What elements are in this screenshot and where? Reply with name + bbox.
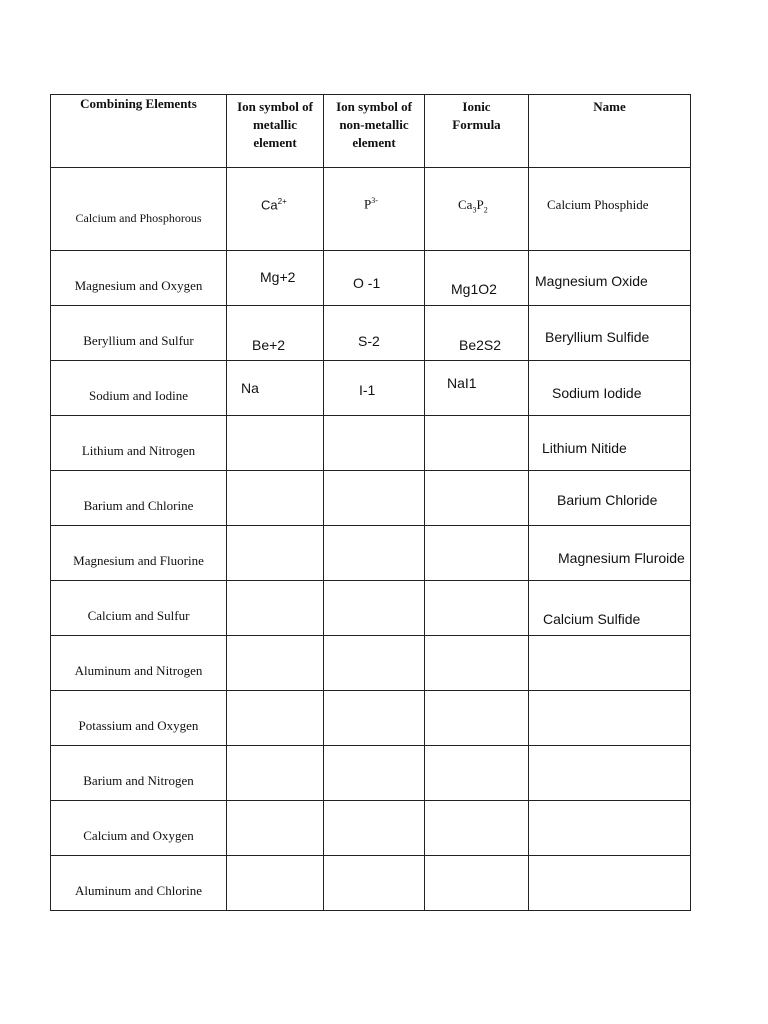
name-text: Barium Chloride [557,492,658,508]
ionic-formula-cell[interactable] [425,306,529,361]
nonmetallic-ion-cell[interactable] [324,801,425,856]
header-nonmetallic-ion: Ion symbol of non-metallic element [324,95,425,168]
name-cell[interactable] [529,471,691,526]
name-cell[interactable] [529,361,691,416]
table-row [51,801,691,856]
ionic-formula-cell[interactable] [425,416,529,471]
table-row [51,306,691,361]
ionic-formula-cell[interactable] [425,636,529,691]
name-text: Sodium Iodide [552,385,642,401]
combining-elements-text: Calcium and Sulfur [87,608,190,623]
combining-elements-cell [51,856,227,911]
metallic-ion-cell[interactable] [227,856,324,911]
ionic-formula-text: $Ca_3P_2$ [458,197,488,215]
metallic-ion-cell[interactable] [227,471,324,526]
combining-elements-cell [51,746,227,801]
ionic-formula-cell[interactable] [425,746,529,801]
name-cell[interactable] [529,691,691,746]
combining-elements-text: Magnesium and Oxygen [74,278,203,293]
nonmetallic-ion-cell[interactable] [324,856,425,911]
name-text: Calcium Phosphide [547,197,649,212]
combining-elements-text: Aluminum and Chlorine [74,883,203,898]
metallic-ion-cell[interactable] [227,581,324,636]
name-cell[interactable] [529,746,691,801]
nonmetallic-ion-cell[interactable] [324,361,425,416]
nonmetallic-ion-text: $P^{3-}$ [364,196,378,212]
name-cell[interactable] [529,636,691,691]
combining-elements-text: Barium and Nitrogen [83,773,194,788]
name-text: Calcium Sulfide [543,611,641,627]
nonmetallic-ion-cell[interactable] [324,471,425,526]
nonmetallic-ion-cell[interactable] [324,416,425,471]
combining-elements-cell [51,636,227,691]
combining-elements-cell [51,526,227,581]
metallic-ion-cell[interactable] [227,746,324,801]
name-cell[interactable] [529,416,691,471]
metallic-ion-cell[interactable] [227,691,324,746]
combining-elements-text: Calcium and Phosphorous [75,211,202,225]
ionic-formula-text: Be2S2 [459,337,502,353]
name-text: Magnesium Oxide [535,273,648,289]
name-cell[interactable] [529,856,691,911]
header-row [51,95,691,168]
table-row [51,361,691,416]
combining-elements-cell [51,306,227,361]
table-row [51,691,691,746]
metallic-ion-text: Na [241,380,259,396]
ionic-formula-text: Mg1O2 [451,281,497,297]
name-cell[interactable] [529,801,691,856]
combining-elements-text: Beryllium and Sulfur [83,333,194,348]
ionic-formula-cell[interactable] [425,251,529,306]
table-row [51,636,691,691]
metallic-ion-text: $Ca^{2+}$ [261,197,287,213]
ionic-formula-text: NaI1 [447,375,477,391]
combining-elements-text: Sodium and Iodine [89,388,188,403]
name-text: Lithium Nitide [542,440,627,456]
combining-elements-text: Aluminum and Nitrogen [74,663,203,678]
combining-elements-cell [51,251,227,306]
metallic-ion-text: Mg+2 [260,269,296,285]
combining-elements-text: Lithium and Nitrogen [81,443,196,458]
nonmetallic-ion-cell[interactable] [324,581,425,636]
metallic-ion-text: Be+2 [252,337,286,353]
combining-elements-cell [51,471,227,526]
metallic-ion-cell[interactable] [227,361,324,416]
nonmetallic-ion-text: O -1 [353,275,381,291]
metallic-ion-cell[interactable] [227,251,324,306]
table-row [51,416,691,471]
combining-elements-cell [51,801,227,856]
nonmetallic-ion-text: I-1 [359,382,376,398]
nonmetallic-ion-cell[interactable] [324,746,425,801]
ionic-formula-cell[interactable] [425,471,529,526]
combining-elements-cell [51,581,227,636]
nonmetallic-ion-cell[interactable] [324,691,425,746]
name-text: Beryllium Sulfide [545,329,650,345]
name-cell[interactable] [529,168,691,251]
metallic-ion-cell[interactable] [227,168,324,251]
nonmetallic-ion-cell[interactable] [324,526,425,581]
combining-elements-cell [51,361,227,416]
table-row [51,251,691,306]
header-ionic-formula: Ionic Formula [425,95,529,168]
name-cell[interactable] [529,581,691,636]
combining-elements-text: Calcium and Oxygen [83,828,194,843]
metallic-ion-cell[interactable] [227,306,324,361]
nonmetallic-ion-cell[interactable] [324,168,425,251]
ionic-compounds-table [50,94,691,911]
table-row [51,856,691,911]
ionic-formula-cell[interactable] [425,581,529,636]
metallic-ion-cell[interactable] [227,416,324,471]
nonmetallic-ion-cell[interactable] [324,251,425,306]
combining-elements-cell [51,691,227,746]
ionic-formula-cell[interactable] [425,526,529,581]
combining-elements-text: Magnesium and Fluorine [73,553,204,568]
metallic-ion-cell[interactable] [227,526,324,581]
name-text: Magnesium Fluroide [558,550,685,566]
nonmetallic-ion-cell[interactable] [324,306,425,361]
header-name: Name [529,95,691,168]
combining-elements-text: Barium and Chlorine [83,498,194,513]
ionic-formula-cell[interactable] [425,856,529,911]
nonmetallic-ion-text: S-2 [358,333,380,349]
table-row [51,581,691,636]
header-combining-elements: Combining Elements [51,95,227,168]
metallic-ion-cell[interactable] [227,801,324,856]
combining-elements-cell [51,168,227,251]
table-row [51,746,691,801]
nonmetallic-ion-cell[interactable] [324,636,425,691]
ionic-formula-cell[interactable] [425,168,529,251]
name-cell[interactable] [529,526,691,581]
table-row [51,526,691,581]
table-row [51,471,691,526]
ionic-formula-cell[interactable] [425,801,529,856]
header-metallic-ion: Ion symbol of metallic element [227,95,324,168]
name-cell[interactable] [529,306,691,361]
ionic-formula-cell[interactable] [425,691,529,746]
combining-elements-text: Potassium and Oxygen [78,718,199,733]
ionic-formula-cell[interactable] [425,361,529,416]
metallic-ion-cell[interactable] [227,636,324,691]
table-row [51,168,691,251]
combining-elements-cell [51,416,227,471]
name-cell[interactable] [529,251,691,306]
